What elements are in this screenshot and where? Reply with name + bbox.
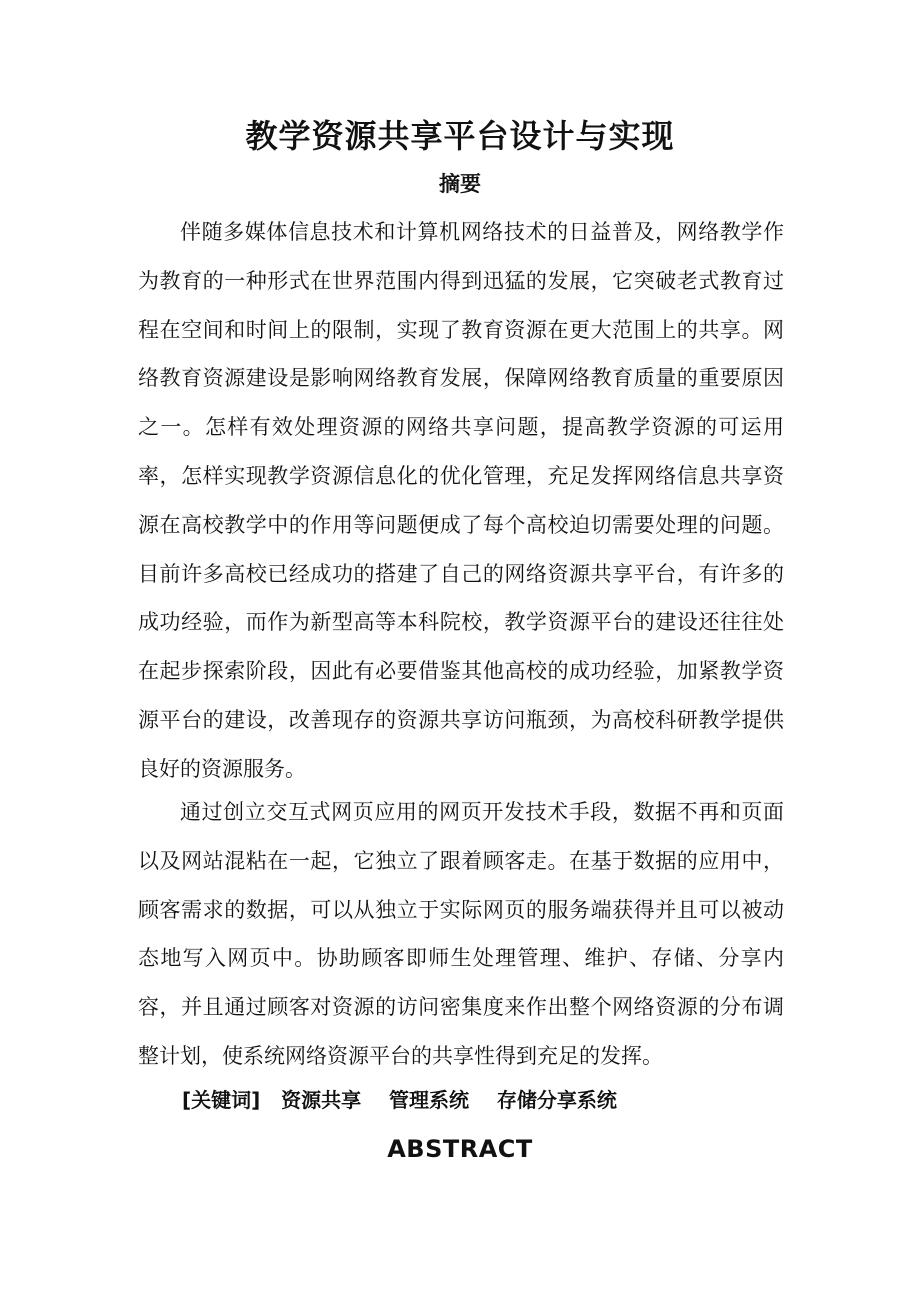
paper-title: 教学资源共享平台设计与实现 xyxy=(245,117,675,155)
abstract-paragraph-1: 伴随多媒体信息技术和计算机网络技术的日益普及，网络教学作为教育的一种形式在世界范围内得到迅猛的发展，它突破老式教育过程在空间和时间上的限制，实现了教育资源在更大范围上的共享。网络教育资源建设是影响网络教育发展，保障网络教育质量的重要原因之一。怎样有效处理资源的网络共享问题，提高教学资源的可运用率，怎样实现教学资源信息化的优化管理，充足发挥网络信息共享资源在高校教学中的作用等问题便成了每个高校迫切需要处理的问题。目前许多高校已经成功的搭建了自己的网络资源共享平台，有许多的成功经验，而作为新型高等本科院校，教学资源平台的建设还往往处在起步探索阶段，因此有必要借鉴其他高校的成功经验，加紧教学资源平台的建设，改善现存的资源共享访问瓶颈，为高校科研教学提供良好的资源服务。 xyxy=(138,220,784,781)
abstract-heading: 摘要 xyxy=(439,172,481,196)
keyword-item: 管理系统 xyxy=(389,1088,470,1112)
keyword-item: 资源共享 xyxy=(281,1088,362,1112)
keywords-line xyxy=(182,1080,617,1120)
english-abstract-heading: ABSTRACT xyxy=(387,1135,533,1163)
keywords-label: [关键词] xyxy=(182,1088,261,1112)
abstract-paragraph-2: 通过创立交互式网页应用的网页开发技术手段，数据不再和页面以及网站混粘在一起，它独立了跟着顾客走。在基于数据的应用中，顾客需求的数据，可以从独立于实际网页的服务端获得并且可以被动态地写入网页中。协助顾客即师生处理管理、维护、存储、分享内容，并且通过顾客对资源的访问密集度来作出整个网络资源的分布调整计划，使系统网络资源平台的共享性得到充足的发挥。 xyxy=(138,800,784,1068)
keyword-item: 存储分享系统 xyxy=(496,1088,617,1112)
